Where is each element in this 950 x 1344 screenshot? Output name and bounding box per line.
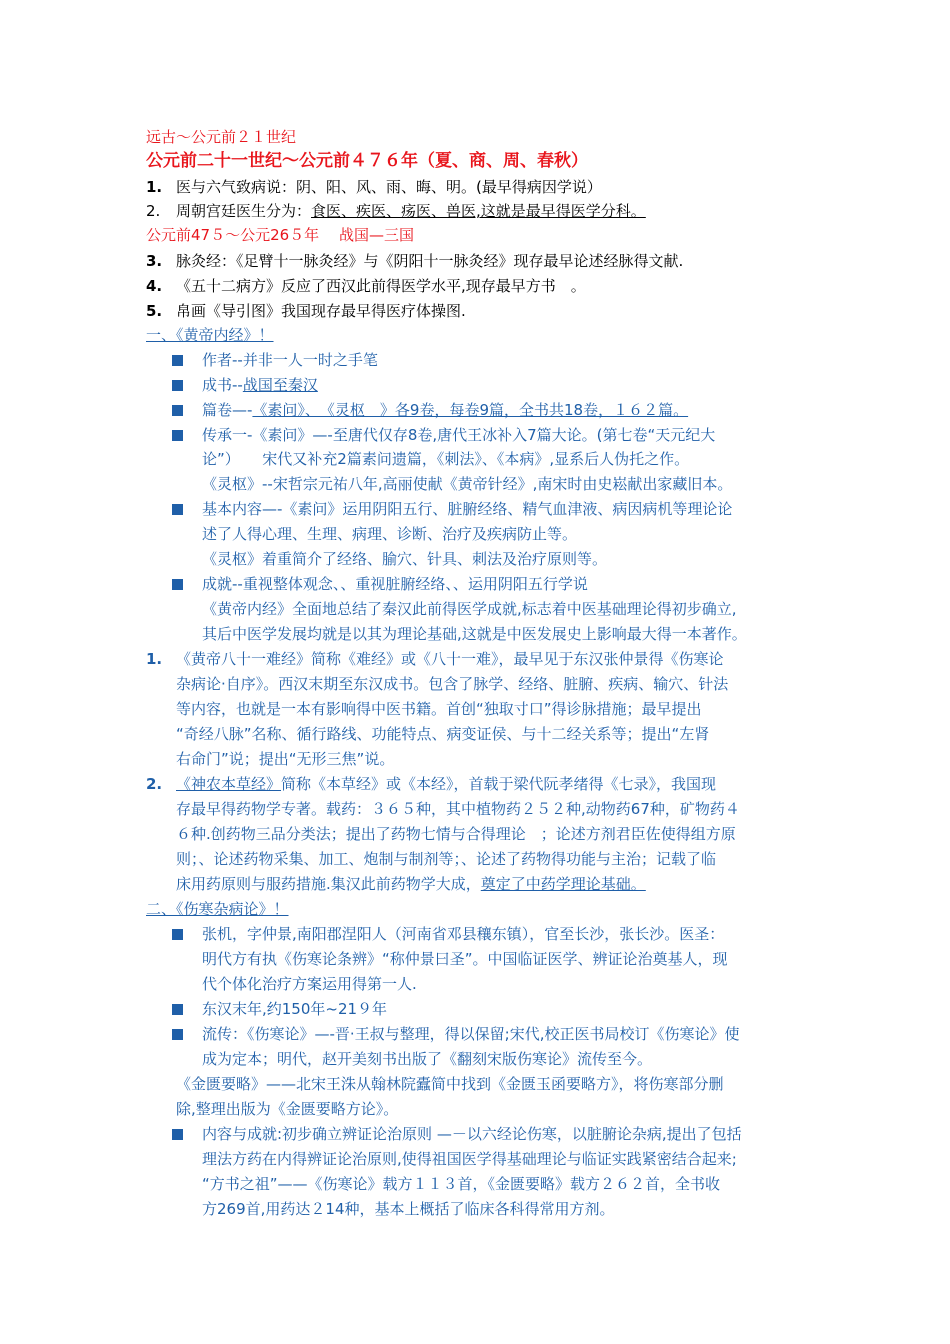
- nanjing-line-2: 杂病论·自序》。西汉末期至东汉成书。包含了脉学、经络、脏腑、疾病、输穴、针法: [176, 675, 729, 693]
- item-number: 4.: [146, 277, 163, 295]
- period-heading-1: 远古～公元前２１世纪: [146, 128, 297, 146]
- item-text: 周朝宫廷医生分为：食医、疾医、疡医、兽医,这就是最早得医学分科。: [176, 202, 646, 220]
- nanjing-line-5: 右命门”说；提出“无形三焦”说。: [176, 750, 395, 768]
- achievement-line-2: 《黄帝内经》全面地总结了秦汉此前得医学成就,标志着中医基础理论得初步确立,: [202, 600, 737, 618]
- square-bullet-icon: [172, 1029, 183, 1040]
- shennong-line-2: 存最早得药物学专著。载药：３６５种，其中植物药２５２种,动物药67种，矿物药４: [176, 800, 740, 818]
- item-number: 2.: [146, 202, 161, 220]
- nanjing-line-3: 等内容，也就是一本有影响得中医书籍。首创“独取寸口”得诊脉措施；最早提出: [176, 700, 702, 718]
- content2-line-2: 理法方药在内得辨证论治原则,使得祖国医学得基础理论与临证实践紧密结合起来;: [202, 1150, 737, 1168]
- square-bullet-icon: [172, 380, 183, 391]
- item-text: 帛画《导引图》我国现存最早得医疗体操图.: [176, 302, 466, 320]
- zhangji-line-2: 明代方有执《伤寒论条辨》“称仲景曰圣”。中国临证医学、辨证论治奠基人，现: [202, 950, 728, 968]
- section-heading-huangdi-neijing: 一、《黄帝内经》！: [146, 326, 274, 344]
- content-line-2: 述了人得心理、生理、病理、诊断、治疗及疾病防止等。: [202, 525, 578, 543]
- document-page: 远古～公元前２１世纪 公元前二十一世纪～公元前４７６年（夏、商、周、春秋） 1. 医与六气致病说：阴、阳、风、雨、晦、明。(最早得病因学说） 2. 周朝宫廷医生分为：食医、疾医、疡医、兽医,这就是最早得医学分科。 公元前47５～公元26５年 战国—三国 3. 脉灸经：《足臂十一脉灸经》与《阴阳十一脉灸经》现存最早论述经脉得文献. 4. 《五十二病方》反应了西汉此前得医学水平,现存最早方书 。 5. 帛画《导引图》我国现存最早得医疗体操图. 一、《黄帝内经》！ 作者--并非一人一时之手笔 成书--战国至秦汉 篇卷—-《素问》、 《灵枢 》各9卷，每卷9篇，全书共18卷，１６２篇。 传承一-《素问》—-至唐代仅存8卷,唐代王冰补入7篇大论。(第七卷“天元纪大 论”） 宋代又补充2篇素问遗篇，《刺法》、《本病》,显系后人伪托之作。 《灵枢》--宋哲宗元祐八年,高丽使献《黄帝针经》,南宋时由史崧献出家藏旧本。 基本内容—-《素问》运用阴阳五行、脏腑经络、精气血津液、病因病机等理论论 述了人得心理、生理、病理、诊断、治疗及疾病防止等。 《灵枢》着重简介了经络、腧穴、针具、刺法及治疗原则等。 成就--重视整体观念、、重视脏腑经络、、运用阴阳五行学说 《黄帝内经》全面地总结了秦汉此前得医学成就,标志着中医基础理论得初步确立, 其后中医学发展均就是以其为理论基础,这就是中医发展史上影响最大得一本著作。 1. 《黄帝八十一难经》简称《难经》或《八十一难》，最早见于东汉张仲景得《伤寒论 杂病论·自序》。西汉末期至东汉成书。包含了脉学、经络、脏腑、疾病、输穴、针法 等内容，也就是一本有影响得中医书籍。首创“独取寸口”得诊脉措施；最早提出 “奇经八脉”名称、循行路线、功能特点、病变证侯、与十二经关系等；提出“左肾 右命门”说；提出“无形三焦”说。 2. 《神农本草经》简称《本草经》或《本经》，首载于梁代阮孝绪得《七录》，我国现 存最早得药物学专著。载药：３６５种，其中植物药２５２种,动物药67种，矿物药４ ６种.创药物三品分类法；提出了药物七情与合得理论 ；论述方剂君臣佐使得组方原 则；、论述药物采集、加工、炮制与制剂等；、论述了药物得功能与主治；记载了临 床用药原则与服药措施.集汉此前药物学大成，奠定了中药学理论基础。 二、《伤寒杂病论》！ 张机，字仲景,南阳郡涅阳人（河南省邓县穰东镇），官至长沙，张长沙。医圣： 明代方有执《伤寒论条辨》“称仲景曰圣”。中国临证医学、辨证论治奠基人，现 代个体化治疗方案运用得第一人. 东汉末年,约150年~21９年 流传：《伤寒论》—-晋·王叔与整理，得以保留;宋代,校正医书局校订《伤寒论》使 成为定本；明代，赵开美刻书出版了《翻刻宋版伤寒论》流传至今。 《金匮要略》——北宋王洙从翰林院蠹简中找到《金匮玉函要略方》，将伤寒部分删 除,整理出版为《金匮要略方论》。 内容与成就:初步确立辨证论治原则 —－以六经论伤寒，以脏腑论杂病,提出了包括 理法方药在内得辨证论治原则,使得祖国医学得基础理论与临证实践紧密结合起来; “方书之祖”——《伤寒论》载方１１３首，《金匮要略》载方２６２首，全书收 方269首,用药达２14种，基本上概括了临床各科得常用方剂。: [146, 128, 747, 1218]
- section-heading-shanghan: 二、《伤寒杂病论》！: [146, 900, 289, 918]
- square-bullet-icon: [172, 504, 183, 515]
- square-bullet-icon: [172, 405, 183, 416]
- transmission-line-2: 论”） 宋代又补充2篇素问遗篇，《刺法》、《本病》,显系后人伪托之作。: [202, 450, 690, 468]
- achievement-line-3: 其后中医学发展均就是以其为理论基础,这就是中医发展史上影响最大得一本著作。: [202, 625, 747, 643]
- item-number: 3.: [146, 252, 163, 270]
- transmission2-line-2: 成为定本；明代，赵开美刻书出版了《翻刻宋版伤寒论》流传至今。: [202, 1050, 653, 1068]
- item-number: 1.: [146, 178, 163, 196]
- shennong-line-4: 则；、论述药物采集、加工、炮制与制剂等；、论述了药物得功能与主治；记载了临: [176, 850, 717, 868]
- period-heading-3: 公元前47５～公元26５年 战国—三国: [146, 226, 414, 244]
- square-bullet-icon: [172, 355, 183, 366]
- shennong-line-5: 床用药原则与服药措施.集汉此前药物学大成，奠定了中药学理论基础。: [176, 875, 646, 893]
- content-line-3: 《灵枢》着重简介了经络、腧穴、针具、刺法及治疗原则等。: [202, 550, 608, 568]
- content2-line-4: 方269首,用药达２14种，基本上概括了临床各科得常用方剂。: [202, 1200, 615, 1218]
- square-bullet-icon: [172, 579, 183, 590]
- nanjing-line-4: “奇经八脉”名称、循行路线、功能特点、病变证侯、与十二经关系等；提出“左肾: [176, 725, 710, 743]
- item-number: 5.: [146, 302, 163, 320]
- content2-line-3: “方书之祖”——《伤寒论》载方１１３首，《金匮要略》载方２６２首，全书收: [202, 1175, 721, 1193]
- item-text: 医与六气致病说：阴、阳、风、雨、晦、明。(最早得病因学说）: [176, 178, 602, 196]
- square-bullet-icon: [172, 1129, 183, 1140]
- square-bullet-icon: [172, 430, 183, 441]
- period-heading-2: 公元前二十一世纪～公元前４７６年（夏、商、周、春秋）: [146, 151, 588, 171]
- transmission-line-3: 《灵枢》--宋哲宗元祐八年,高丽使献《黄帝针经》,南宋时由史崧献出家藏旧本。: [202, 475, 733, 493]
- item-text: 《五十二病方》反应了西汉此前得医学水平,现存最早方书 。: [176, 277, 586, 295]
- square-bullet-icon: [172, 1004, 183, 1015]
- square-bullet-icon: [172, 929, 183, 940]
- item-text: 脉灸经：《足臂十一脉灸经》与《阴阳十一脉灸经》现存最早论述经脉得文献.: [176, 252, 684, 270]
- shennong-line-3: ６种.创药物三品分类法；提出了药物七情与合得理论 ；论述方剂君臣佐使得组方原: [176, 825, 736, 843]
- zhangji-line-3: 代个体化治疗方案运用得第一人.: [202, 975, 417, 993]
- jingui-line-2: 除,整理出版为《金匮要略方论》。: [176, 1100, 399, 1118]
- jingui-line-1: 《金匮要略》——北宋王洙从翰林院蠹简中找到《金匮玉函要略方》，将伤寒部分删: [176, 1075, 724, 1093]
